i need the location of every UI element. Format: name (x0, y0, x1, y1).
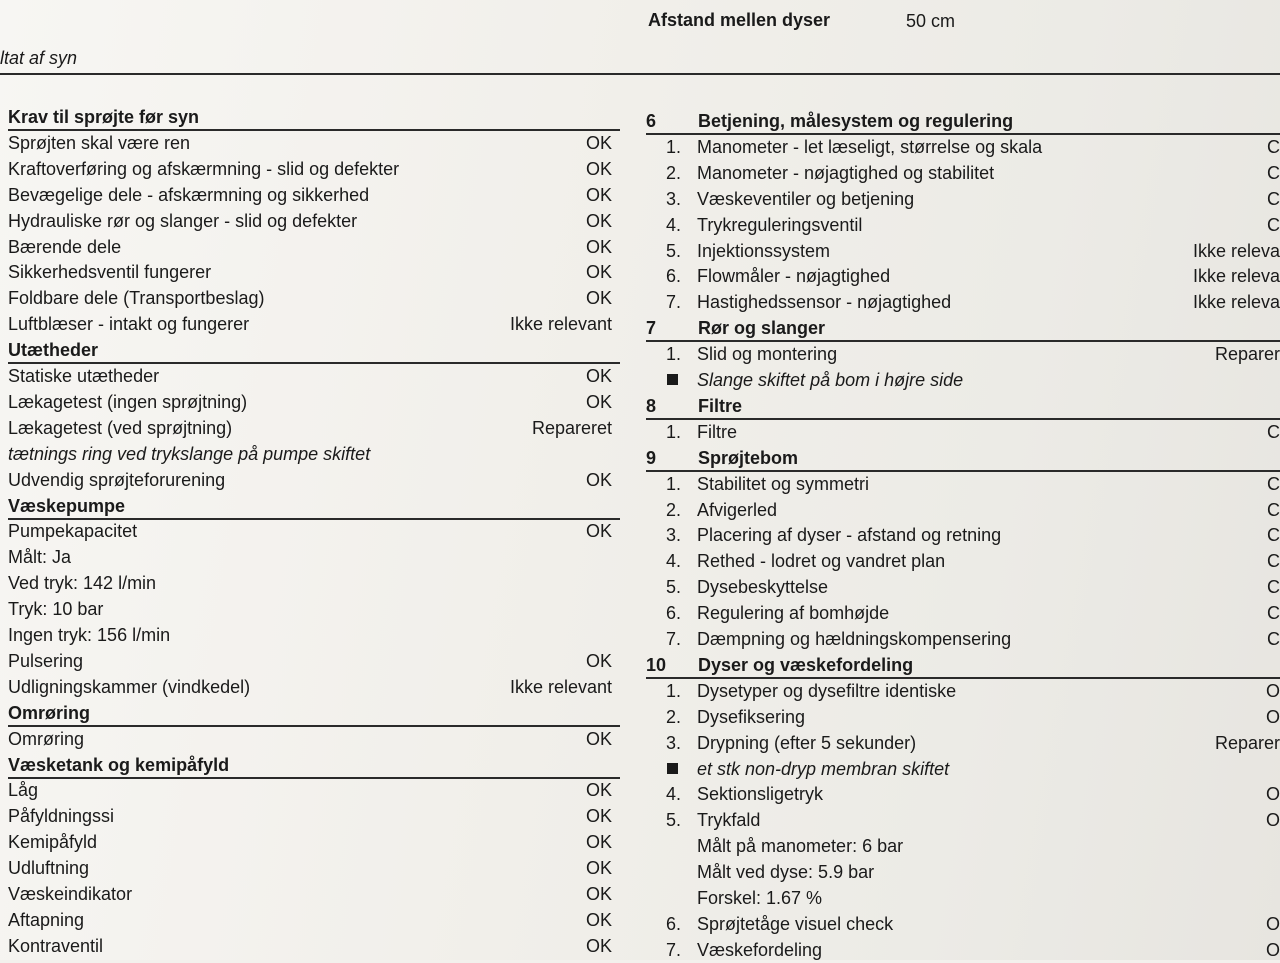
status-value: C (1267, 499, 1280, 520)
check-row (8, 622, 620, 648)
item-label: Pumpekapacitet (8, 521, 138, 542)
section-title: Væskepumpe (8, 495, 126, 516)
check-row (646, 471, 1280, 497)
item-number: 4. (665, 551, 681, 572)
item-number: 3. (665, 732, 681, 753)
check-row (8, 777, 620, 803)
check-row (646, 781, 1280, 807)
status-value: OK (585, 262, 612, 283)
check-row (8, 389, 620, 415)
header-rule (0, 73, 1280, 75)
item-label: Stabilitet og symmetri (697, 473, 870, 494)
section-number: 6 (646, 111, 657, 131)
check-row (646, 678, 1280, 704)
status-value: C (1267, 421, 1280, 442)
check-row (8, 907, 620, 933)
item-number: 2. (665, 162, 681, 183)
section-header (8, 752, 620, 778)
status-value: OK (585, 909, 612, 930)
section-title: Sprøjtebom (698, 447, 799, 468)
section-header (646, 445, 1280, 471)
item-label: Ved tryk: 142 l/min (8, 573, 157, 594)
check-row (8, 570, 620, 596)
section-title: Utætheder (8, 340, 99, 361)
square-bullet-icon (667, 374, 678, 385)
status-value: OK (585, 935, 612, 956)
item-label: Ingen tryk: 156 l/min (8, 625, 171, 645)
status-value: C (1267, 551, 1280, 572)
item-label: Sprøjten skal være ren (8, 132, 191, 153)
status-value: Ikke releva (1192, 240, 1280, 261)
item-label: Bevægelige dele - afskærmning og sikkerhed (8, 184, 370, 205)
status-value: OK (585, 391, 612, 412)
result-title: ltat af syn (0, 48, 78, 68)
status-value: Repareret (531, 417, 612, 438)
item-label: Dysetyper og dysefiltre identiske (697, 680, 957, 701)
item-label: Låg (8, 780, 39, 801)
check-row (8, 234, 620, 260)
section-title: Filtre (698, 395, 743, 416)
item-label: Slid og montering (697, 344, 838, 365)
check-row (8, 596, 620, 622)
status-value: OK (585, 236, 612, 257)
check-row (8, 544, 620, 570)
section-header (8, 700, 620, 726)
section-title: Dyser og væskefordeling (698, 654, 914, 675)
check-row (646, 134, 1280, 160)
square-bullet-icon (667, 763, 678, 774)
item-label: Målt: Ja (8, 547, 72, 568)
status-value: C (1267, 162, 1280, 183)
item-label: Rethed - lodret og vandret plan (697, 551, 946, 572)
status-value: Reparer (1214, 732, 1280, 753)
item-label: Kontraventil (8, 935, 104, 956)
status-value: OK (585, 858, 612, 879)
note-text: et stk non-dryp membran skiftet (697, 758, 950, 779)
item-label: Lækagetest (ved sprøjtning) (8, 417, 233, 438)
check-row (8, 415, 620, 441)
item-number: 3. (665, 525, 681, 546)
item-label: Kraftoverføring og afskærmning - slid og defekter (8, 158, 400, 179)
item-label: Injektionssystem (697, 240, 831, 261)
check-row (8, 803, 620, 829)
status-value: C (1267, 525, 1280, 546)
check-row (646, 548, 1280, 574)
check-row (646, 626, 1280, 652)
status-value: Ikke relevant (509, 676, 612, 697)
item-label: Påfyldningssi (8, 806, 115, 827)
status-value: OK (585, 832, 612, 853)
status-value: O (1265, 680, 1280, 701)
section-header (8, 337, 620, 363)
check-row (8, 208, 620, 234)
note-row (646, 756, 1280, 782)
status-value: OK (585, 728, 612, 749)
check-row (646, 497, 1280, 523)
item-label: Forskel: 1.67 % (697, 888, 823, 908)
item-label: Udligningskammer (vindkedel) (8, 676, 251, 697)
item-label: Dysebeskyttelse (697, 577, 829, 598)
check-row (8, 881, 620, 907)
item-number: 5. (665, 240, 681, 261)
status-value: C (1267, 473, 1280, 494)
note-text: Slange skiftet på bom i højre side (697, 370, 964, 390)
status-value: O (1265, 784, 1280, 805)
item-number: 1. (665, 680, 681, 701)
status-value: OK (585, 288, 612, 309)
section-number: 10 (646, 654, 667, 675)
item-label: Trykreguleringsventil (697, 214, 863, 235)
item-number: 6. (665, 266, 681, 287)
check-row (8, 829, 620, 855)
item-label: Statiske utætheder (8, 366, 160, 386)
item-number: 3. (665, 188, 681, 209)
check-row (646, 574, 1280, 600)
item-number: 4. (665, 214, 681, 235)
item-number: 7. (665, 629, 681, 649)
check-row (646, 600, 1280, 626)
item-label: Væskeindikator (8, 884, 133, 904)
section-title: Betjening, målesystem og regulering (698, 111, 1014, 131)
section-number: 9 (646, 447, 657, 468)
item-label: Hydrauliske rør og slanger - slid og defekter (8, 210, 358, 231)
check-row (646, 859, 1280, 885)
check-row (646, 238, 1280, 264)
item-label: Bærende dele (8, 236, 122, 257)
item-label: Manometer - nøjagtighed og stabilitet (697, 162, 995, 183)
item-label: Aftapning (8, 909, 85, 930)
status-value: Ikke releva (1192, 266, 1280, 287)
item-number: 2. (665, 499, 681, 520)
item-number: 4. (665, 784, 681, 805)
status-value: C (1267, 136, 1280, 157)
item-label: Drypning (efter 5 sekunder) (697, 732, 917, 753)
item-label: Udluftning (8, 858, 90, 879)
item-label: Luftblæser - intakt og fungerer (8, 314, 250, 335)
check-row (8, 363, 620, 389)
check-row (646, 160, 1280, 186)
check-row (646, 212, 1280, 238)
check-row (646, 186, 1280, 212)
check-row (8, 130, 620, 156)
check-row (8, 933, 620, 959)
item-label: Afvigerled (697, 499, 778, 520)
status-value: O (1265, 810, 1280, 831)
status-value: OK (585, 158, 612, 179)
item-number: 5. (665, 810, 681, 831)
section-title: Omrøring (8, 702, 91, 723)
check-row (646, 937, 1280, 963)
item-label: Sektionsligetryk (697, 784, 824, 805)
check-row (8, 311, 620, 337)
check-row (8, 156, 620, 182)
section-title: Væsketank og kemipåfyld (8, 754, 230, 775)
item-number: 1. (665, 136, 681, 157)
status-value: O (1265, 913, 1280, 934)
item-number: 6. (665, 913, 681, 934)
check-row (646, 730, 1280, 756)
note-row (646, 367, 1280, 393)
item-label: Foldbare dele (Transportbeslag) (8, 288, 265, 309)
status-value: O (1265, 939, 1280, 960)
item-label: Flowmåler - nøjagtighed (697, 266, 891, 287)
item-label: Dæmpning og hældningskompensering (697, 629, 1012, 649)
check-row (8, 259, 620, 285)
item-label: tætnings ring ved trykslange på pumpe skiftet (8, 443, 371, 464)
check-row (8, 518, 620, 544)
check-row (646, 263, 1280, 289)
item-label: Pulsering (8, 650, 84, 671)
item-number: 7. (665, 292, 681, 313)
check-row (8, 855, 620, 881)
section-title: Rør og slanger (698, 318, 826, 339)
check-row (646, 704, 1280, 730)
status-value: C (1267, 603, 1280, 624)
section-header (8, 493, 620, 519)
item-number: 1. (665, 421, 681, 442)
check-row (8, 674, 620, 700)
section-number: 7 (646, 318, 657, 339)
item-label: Regulering af bomhøjde (697, 603, 890, 624)
section-header (646, 393, 1280, 419)
status-value: OK (585, 521, 612, 542)
nozzle-distance-value: 50 cm (906, 11, 956, 31)
item-label: Målt på manometer: 6 bar (697, 836, 904, 857)
status-value: OK (585, 469, 612, 490)
item-label: Placering af dyser - afstand og retning (697, 525, 1002, 546)
check-row (646, 341, 1280, 367)
nozzle-distance-label: Afstand mellen dyser (648, 10, 831, 30)
status-value: O (1265, 706, 1280, 727)
status-value: OK (585, 184, 612, 205)
item-number: 7. (665, 939, 681, 960)
status-value: Reparer (1214, 344, 1280, 365)
section-number: 8 (646, 395, 657, 416)
item-number: 6. (665, 603, 681, 624)
item-label: Trykfald (697, 810, 761, 831)
check-row (646, 911, 1280, 937)
check-row (8, 285, 620, 311)
check-row (646, 807, 1280, 833)
section-header (8, 104, 620, 130)
status-value: Ikke relevant (509, 314, 612, 335)
item-label: Omrøring (8, 728, 84, 749)
item-label: Væskeventiler og betjening (697, 188, 915, 209)
check-row (8, 648, 620, 674)
status-value: OK (585, 884, 612, 904)
check-row (646, 833, 1280, 859)
item-label: Kemipåfyld (8, 832, 98, 853)
item-label: Hastighedssensor - nøjagtighed (697, 292, 952, 313)
note-row (8, 441, 620, 467)
section-header (646, 108, 1280, 134)
check-row (646, 419, 1280, 445)
status-value: C (1267, 214, 1280, 235)
item-label: Målt ved dyse: 5.9 bar (697, 862, 875, 883)
item-label: Manometer - let læseligt, størrelse og skala (697, 136, 1043, 157)
item-label: Filtre (697, 421, 737, 442)
check-row (646, 885, 1280, 911)
check-row (8, 467, 620, 493)
status-value: OK (585, 780, 612, 801)
check-row (8, 182, 620, 208)
item-label: Væskefordeling (697, 939, 823, 960)
item-label: Dysefiksering (697, 706, 806, 727)
section-title: Krav til sprøjte før syn (8, 107, 200, 127)
item-number: 2. (665, 706, 681, 727)
status-value: OK (585, 806, 612, 827)
check-row (646, 522, 1280, 548)
section-header (646, 315, 1280, 341)
item-label: Sikkerhedsventil fungerer (8, 262, 212, 283)
item-label: Sprøjtetåge visuel check (697, 913, 894, 934)
status-value: Ikke releva (1192, 292, 1280, 313)
item-label: Lækagetest (ingen sprøjtning) (8, 391, 248, 412)
status-value: OK (585, 210, 612, 231)
item-label: Tryk: 10 bar (8, 599, 104, 620)
status-value: C (1267, 629, 1280, 649)
status-value: C (1267, 188, 1280, 209)
item-number: 1. (665, 473, 681, 494)
check-row (646, 289, 1280, 315)
status-value: C (1267, 577, 1280, 598)
status-value: OK (585, 366, 612, 386)
item-number: 1. (665, 344, 681, 365)
item-number: 5. (665, 577, 681, 598)
check-row (8, 726, 620, 752)
item-label: Udvendig sprøjteforurening (8, 469, 226, 490)
section-header (646, 652, 1280, 678)
status-value: OK (585, 132, 612, 153)
status-value: OK (585, 650, 612, 671)
